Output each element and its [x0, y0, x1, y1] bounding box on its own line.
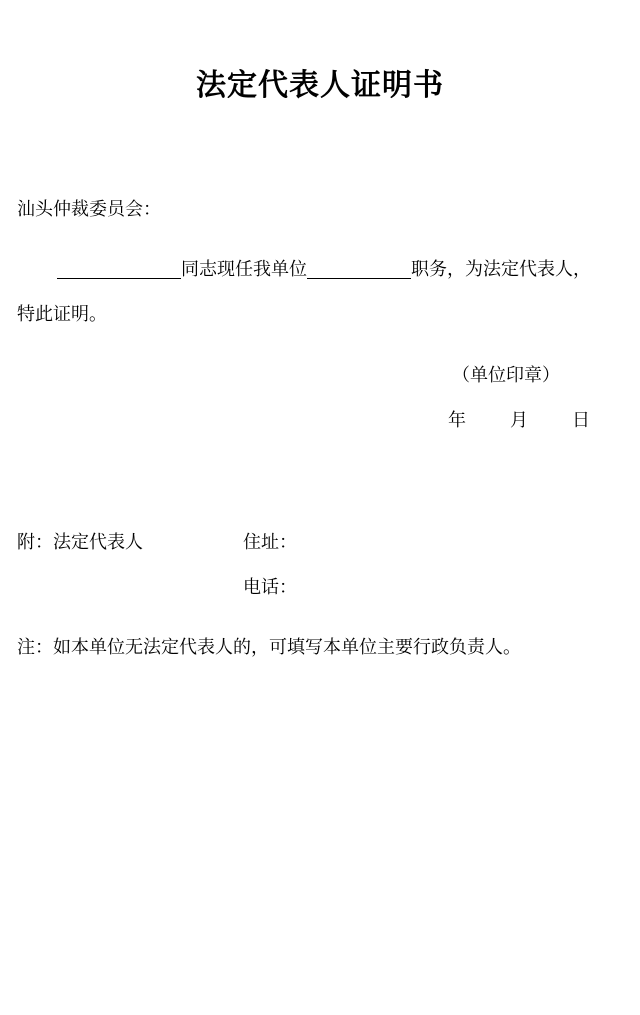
closing-text: 特此证明。	[17, 304, 107, 325]
body-text-after-position: 职务，为法定代表人，	[411, 259, 591, 280]
attachment-label: 附：法定代表人	[17, 532, 143, 553]
date-day: 日	[572, 410, 590, 431]
certification-body	[57, 258, 591, 282]
document-title: 法定代表人证明书	[196, 68, 444, 103]
body-text-after-name: 同志现任我单位	[181, 259, 307, 280]
addressee: 汕头仲裁委员会：	[17, 199, 161, 220]
phone-label: 电话：	[243, 577, 297, 598]
date-year: 年	[448, 410, 466, 431]
footnote: 注：如本单位无法定代表人的，可填写本单位主要行政负责人。	[17, 637, 521, 658]
date-month: 月	[510, 410, 528, 431]
position-blank[interactable]	[307, 258, 411, 279]
seal-placeholder: （单位印章）	[452, 365, 560, 386]
address-label: 住址：	[243, 532, 297, 553]
name-blank[interactable]	[57, 258, 181, 279]
date-row	[448, 409, 590, 433]
